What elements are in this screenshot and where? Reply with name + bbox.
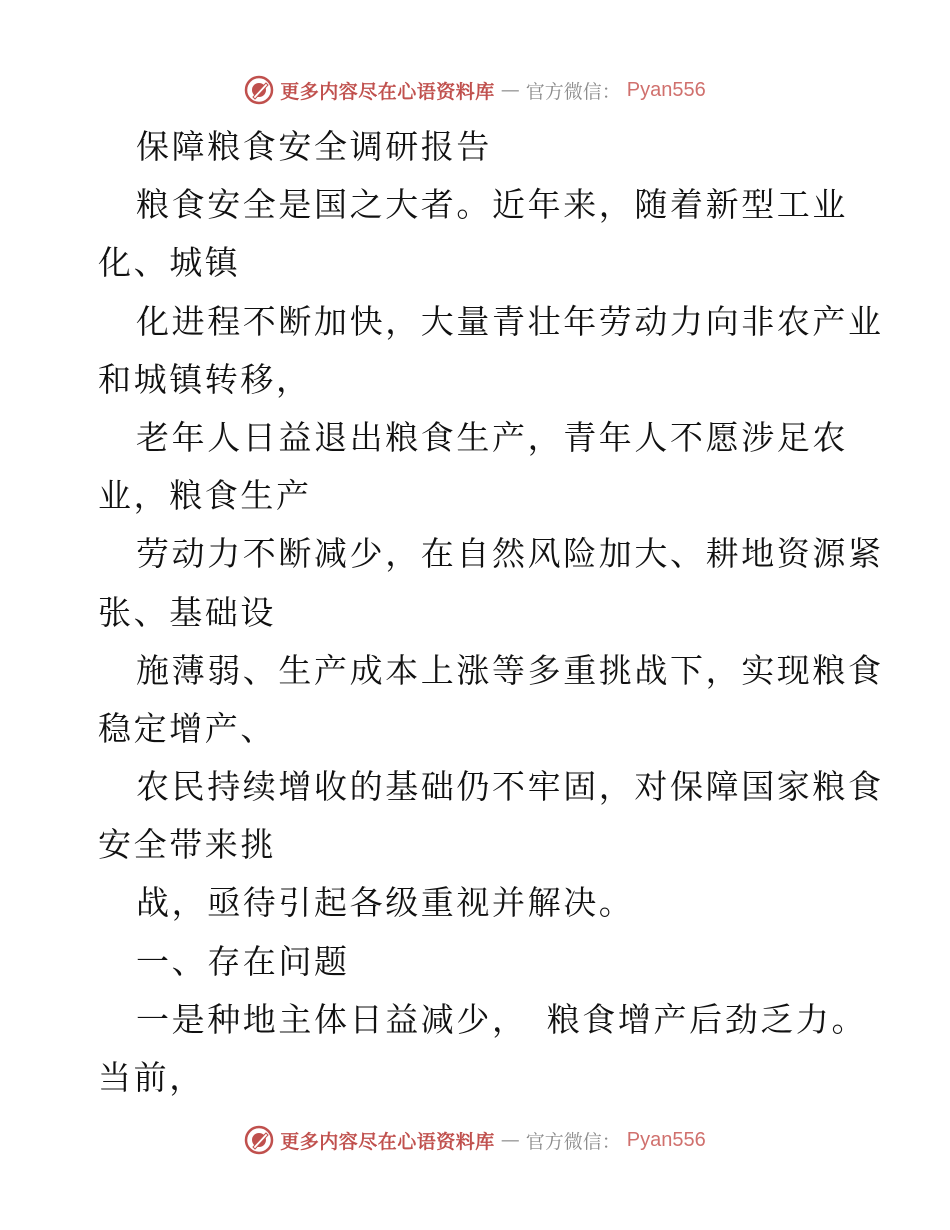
document-title: 保障粮食安全调研报告 (136, 127, 492, 166)
header-site-text: 更多内容尽在心语资料库 (280, 80, 495, 103)
footer-wechat-label: 官方微信： (525, 1130, 621, 1153)
text-line: 粮食安全是国之大者。近年来，随着新型工业 (136, 185, 848, 225)
footer-wechat-id: Pyan556 (626, 1128, 706, 1151)
text-line: 劳动力不断减少，在自然风险加大、耕地资源紧 (136, 534, 884, 574)
text-line: 一是种地主体日益减少， 粮食增产后劲乏力。 (136, 999, 868, 1039)
text-line: 施薄弱、生产成本上涨等多重挑战下，实现粮食 (136, 650, 884, 690)
text-line: 安全带来挑 (98, 825, 276, 865)
text-line: 化、城镇 (98, 243, 241, 283)
text-line: 化进程不断加快，大量青壮年劳动力向非农产业 (136, 301, 884, 341)
header-banner (0, 72, 950, 108)
text-line: 老年人日益退出粮食生产，青年人不愿涉足农 (136, 417, 848, 457)
text-line: 农民持续增收的基础仍不牢固，对保障国家粮食 (136, 767, 884, 807)
header-separator: — (500, 79, 520, 101)
text-line: 张、基础设 (98, 592, 276, 632)
header-wechat-id: Pyan556 (626, 78, 706, 101)
section-heading: 一、存在问题 (136, 941, 350, 981)
text-line: 战，亟待引起各级重视并解决。 (136, 883, 635, 923)
text-line: 和城镇转移， (98, 359, 312, 399)
brand-logo-icon (244, 1125, 274, 1155)
text-line: 当前， (98, 1058, 205, 1097)
footer-banner (0, 1122, 950, 1158)
header-wechat-label: 官方微信： (525, 80, 621, 103)
brand-logo-icon (244, 75, 274, 105)
document-body (98, 118, 884, 1107)
text-line: 稳定增产、 (98, 708, 276, 748)
text-line: 业，粮食生产 (98, 476, 312, 516)
footer-site-text: 更多内容尽在心语资料库 (280, 1130, 495, 1153)
footer-separator: — (500, 1129, 520, 1151)
